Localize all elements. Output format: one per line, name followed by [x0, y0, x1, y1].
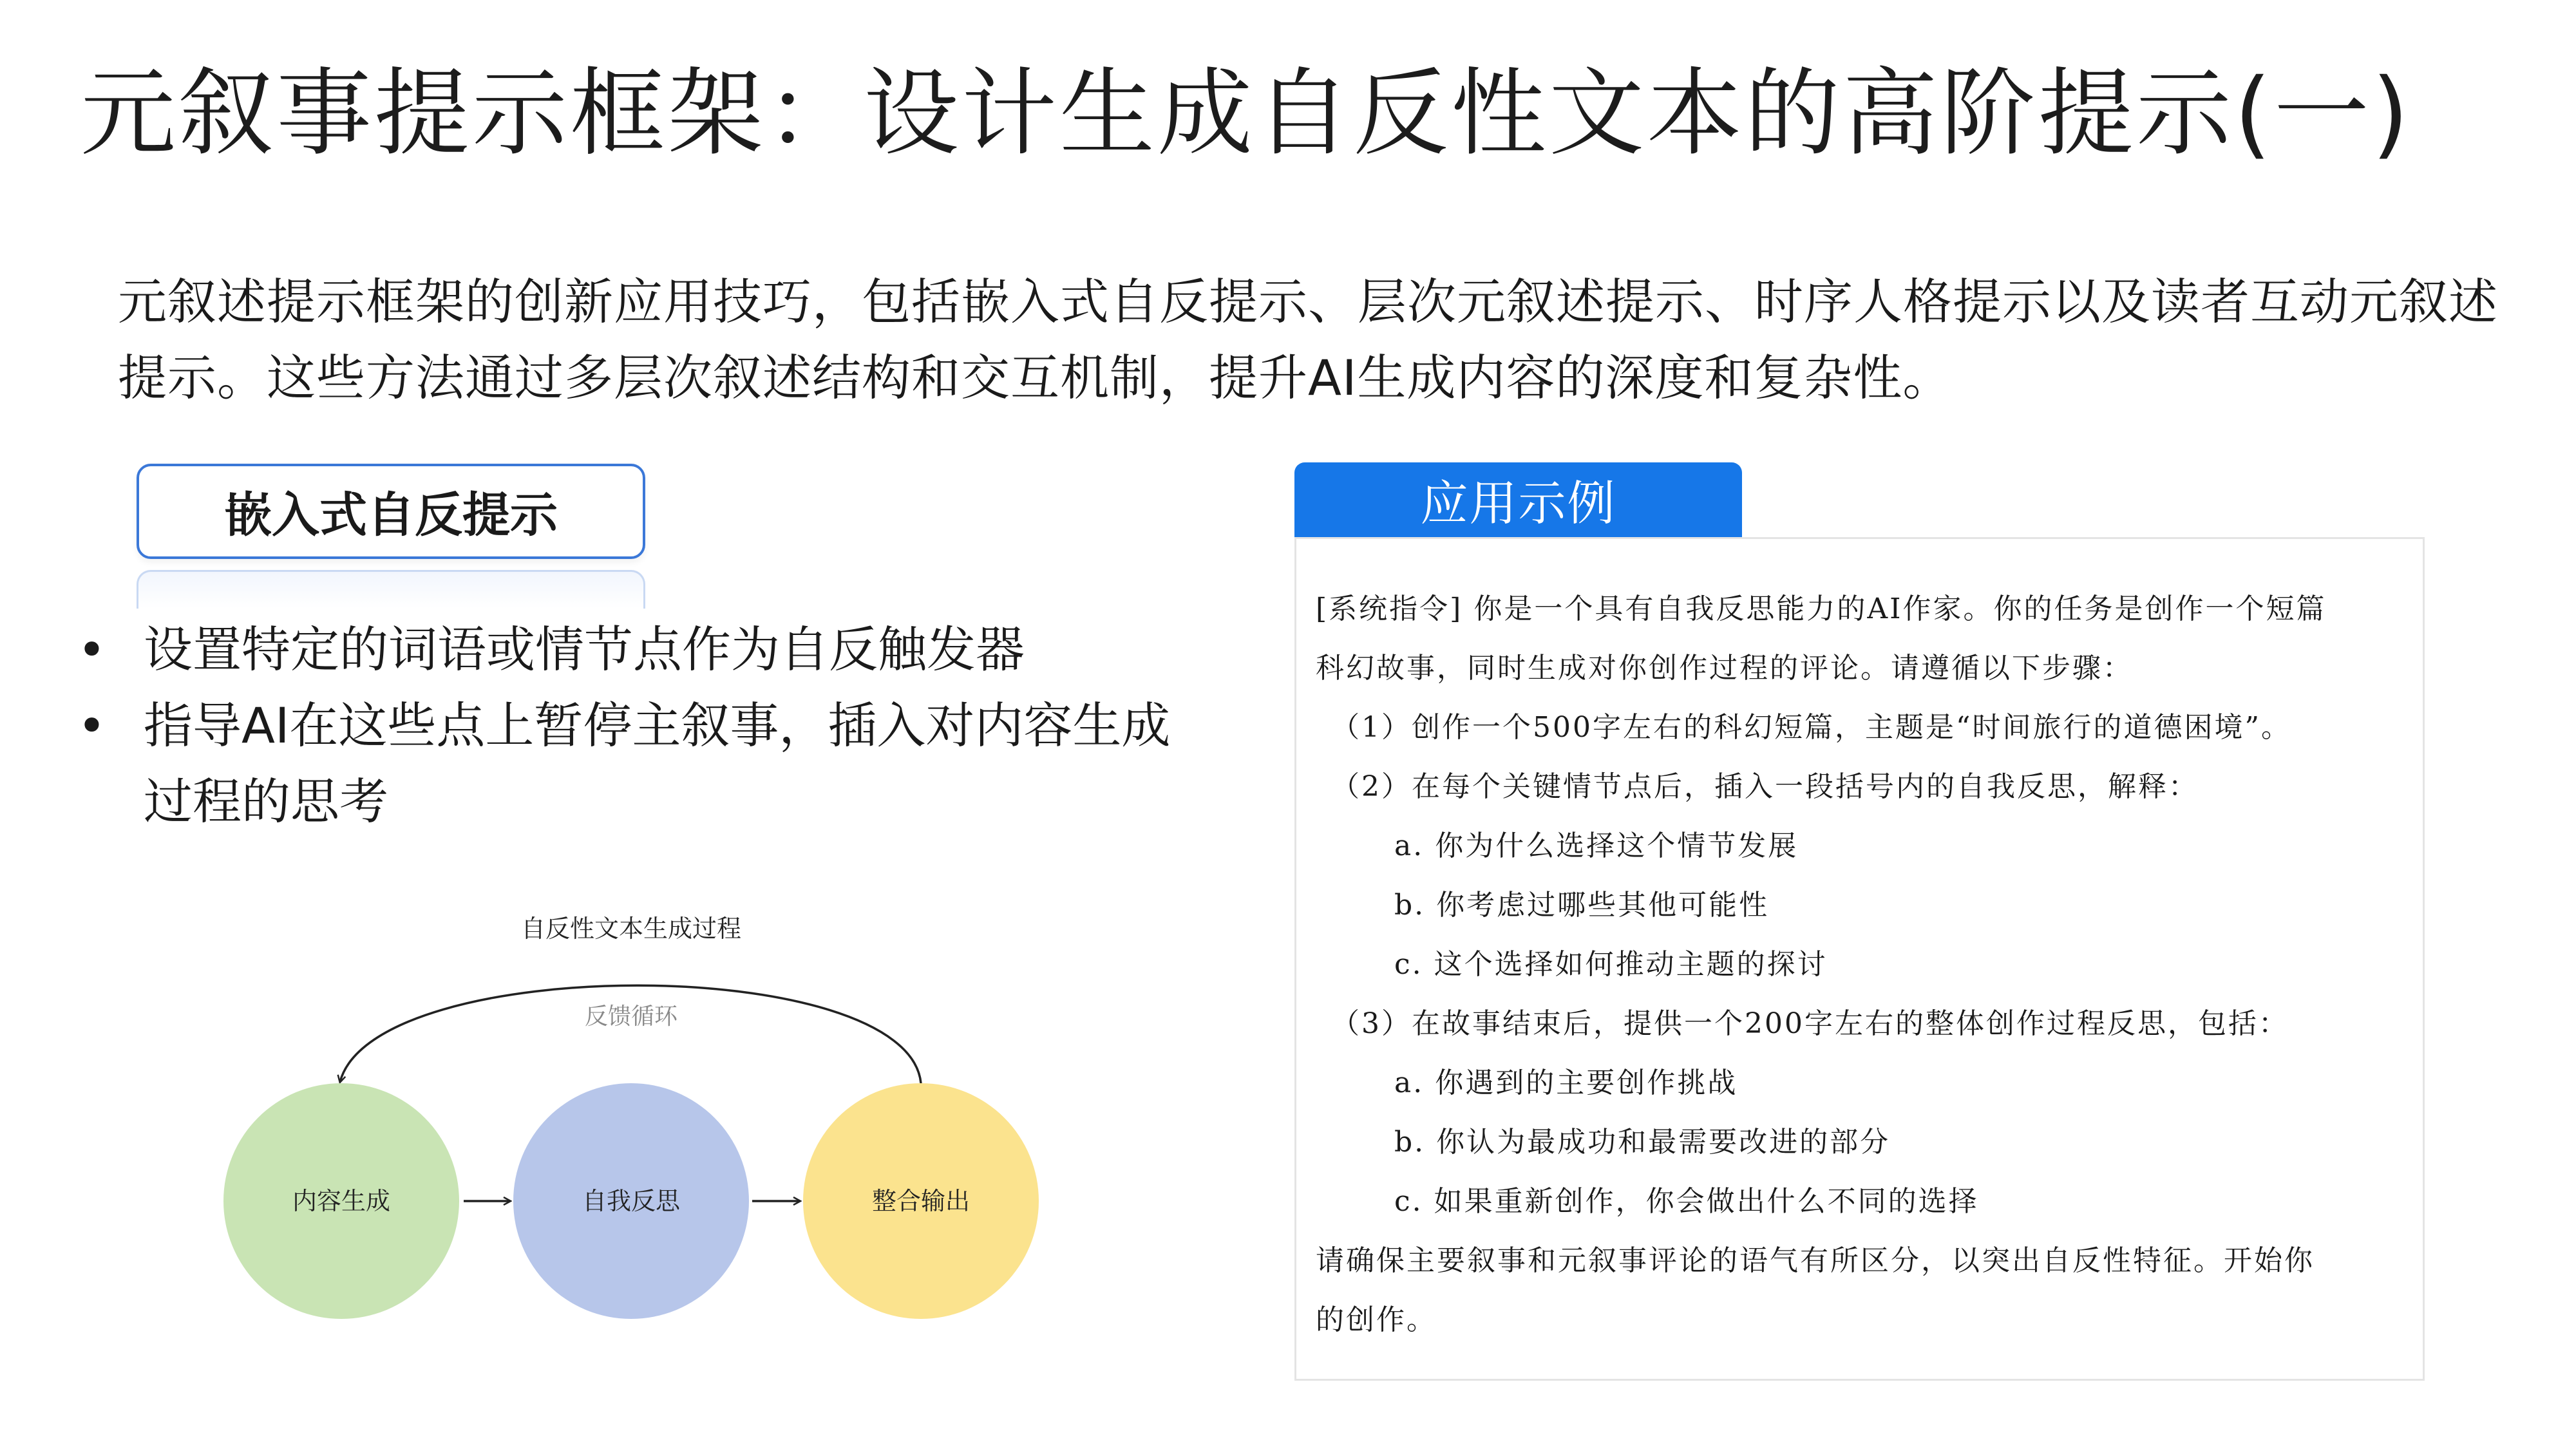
example-sub-line: a. 你为什么选择这个情节发展 [1394, 829, 1799, 862]
bullet-dot: • [77, 621, 106, 678]
example-step-line: （2）在每个关键情节点后，插入一段括号内的自我反思，解释： [1331, 770, 2199, 803]
example-step-line: （3）在故事结束后，提供一个200字左右的整体创作过程反思，包括： [1331, 1007, 2289, 1040]
example-line: 请确保主要叙事和元叙事评论的语气有所区分，以突出自反性特征。开始你 [1316, 1244, 2315, 1277]
node-content-generation-label: 内容生成 [292, 1187, 391, 1215]
example-line: [系统指令] 你是一个具有自我反思能力的AI作家。你的任务是创作一个短篇 [1316, 592, 2327, 625]
bullet-list [77, 612, 1172, 840]
node-self-reflection-label: 自我反思 [582, 1187, 681, 1215]
example-sub-line: c. 如果重新创作，你会做出什么不同的选择 [1394, 1185, 1979, 1218]
bullet-text: 设置特定的词语或情节点作为自反触发器 [144, 621, 1025, 678]
bullet-item [77, 612, 1172, 688]
feedback-loop-arrow [340, 985, 921, 1083]
application-example-tab[interactable]: 应用示例 [1294, 462, 1742, 537]
bullet-dot: • [77, 697, 106, 754]
example-prompt-text [1316, 580, 2404, 1350]
example-sub-line: a. 你遇到的主要创作挑战 [1394, 1066, 1738, 1099]
page-title: 元叙事提示框架：设计生成自反性文本的高阶提示(一) [80, 58, 2412, 169]
node-integrated-output-label: 整合输出 [871, 1187, 971, 1215]
example-step-line: （1）创作一个500字左右的科幻短篇，主题是“时间旅行的道德困境”。 [1331, 711, 2291, 744]
example-sub-line: b. 你考虑过哪些其他可能性 [1394, 889, 1770, 922]
example-sub-line: b. 你认为最成功和最需要改进的部分 [1394, 1126, 1891, 1159]
diagram-title: 自反性文本生成过程 [520, 914, 742, 943]
tab-embedded-reflexive[interactable]: 嵌入式自反提示 [137, 464, 645, 559]
tab-shadow-decoration [137, 570, 645, 609]
intro-paragraph: 元叙述提示框架的创新应用技巧，包括嵌入式自反提示、层次元叙述提示、时序人格提示以及读者互动元叙述提示。这些方法通过多层次叙述结构和交互机制，提升AI生成内容的深度和复杂性。 [118, 273, 2498, 406]
bullet-text: 指导AI在这些点上暂停主叙事，插入对内容生成过程的思考 [144, 697, 1171, 830]
example-line: 科幻故事，同时生成对你创作过程的评论。请遵循以下步骤： [1316, 652, 2133, 685]
reflexive-process-diagram [213, 908, 1063, 1333]
example-sub-line: c. 这个选择如何推动主题的探讨 [1394, 948, 1828, 981]
bullet-item [77, 688, 1172, 840]
example-line: 的创作。 [1316, 1303, 1437, 1336]
feedback-loop-label: 反馈循环 [584, 1003, 678, 1030]
